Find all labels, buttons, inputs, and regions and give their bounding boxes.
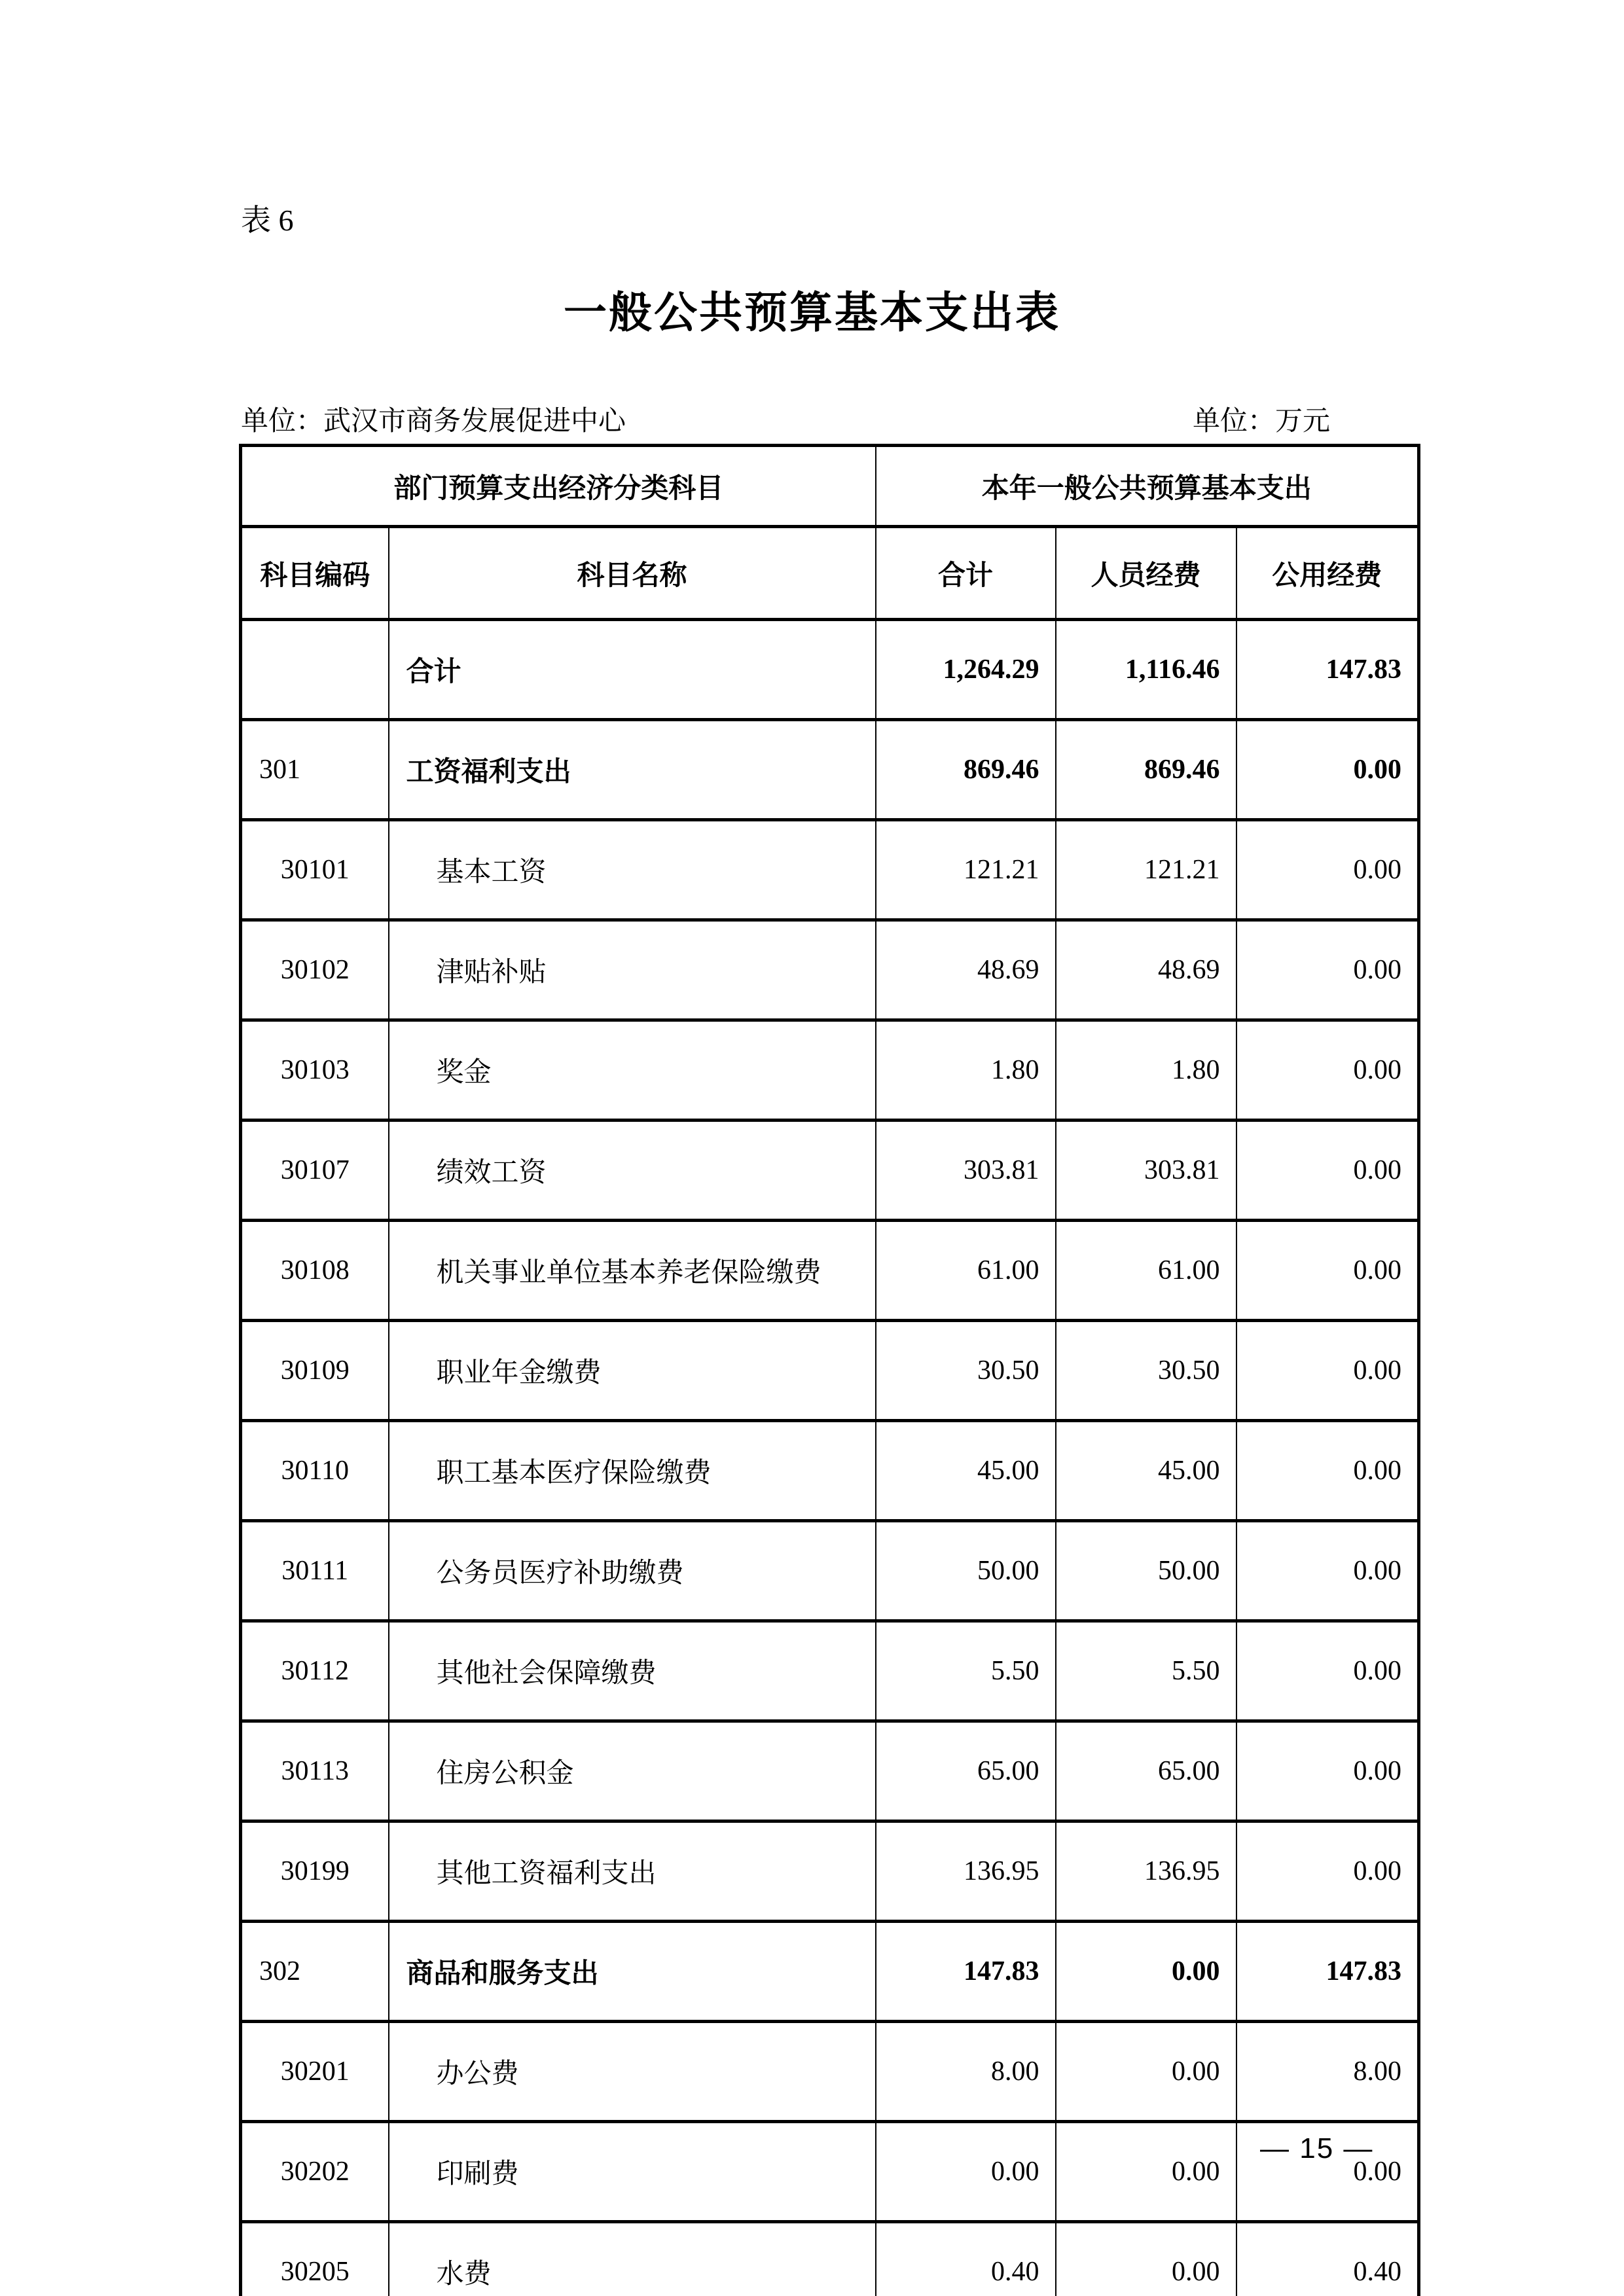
- table-row: [241, 720, 1419, 820]
- cell-subject-name: 职业年金缴费: [389, 1321, 876, 1421]
- cell-subject-name: 其他社会保障缴费: [389, 1621, 876, 1721]
- budget-table-body: [241, 620, 1419, 2296]
- cell-total: 303.81: [876, 1121, 1056, 1221]
- cell-subject-name: 职工基本医疗保险缴费: [389, 1421, 876, 1521]
- cell-public: 0.00: [1236, 2122, 1419, 2222]
- cell-public: 0.00: [1236, 1020, 1419, 1121]
- cell-subject-name: 水费: [389, 2222, 876, 2296]
- cell-subject-name: 合计: [389, 620, 876, 720]
- cell-total: 136.95: [876, 1821, 1056, 1922]
- table-row: [241, 2122, 1419, 2222]
- cell-subject-code: 30201: [241, 2022, 389, 2122]
- table-row: [241, 1521, 1419, 1621]
- cell-subject-name: 其他工资福利支出: [389, 1821, 876, 1922]
- cell-subject-code: 30103: [241, 1020, 389, 1121]
- cell-personnel: 61.00: [1056, 1221, 1236, 1321]
- cell-personnel: 0.00: [1056, 2022, 1236, 2122]
- cell-subject-code: 30113: [241, 1721, 389, 1821]
- header-group-row: [241, 446, 1419, 527]
- cell-subject-name: 绩效工资: [389, 1121, 876, 1221]
- cell-subject-name: 商品和服务支出: [389, 1922, 876, 2022]
- cell-total: 147.83: [876, 1922, 1056, 2022]
- cell-public: 0.00: [1236, 920, 1419, 1020]
- table-row: [241, 1221, 1419, 1321]
- table-row: [241, 1821, 1419, 1922]
- budget-table: [239, 444, 1420, 2296]
- cell-personnel: 1.80: [1056, 1020, 1236, 1121]
- table-number-label: 表 6: [241, 204, 294, 237]
- cell-subject-code: 30108: [241, 1221, 389, 1321]
- cell-total: 30.50: [876, 1321, 1056, 1421]
- cell-personnel: 0.00: [1056, 1922, 1236, 2022]
- cell-total: 8.00: [876, 2022, 1056, 2122]
- cell-subject-code: 30112: [241, 1621, 389, 1721]
- cell-personnel: 1,116.46: [1056, 620, 1236, 720]
- cell-personnel: 30.50: [1056, 1321, 1236, 1421]
- cell-personnel: 869.46: [1056, 720, 1236, 820]
- table-row: [241, 2022, 1419, 2122]
- header-columns-row: [241, 527, 1419, 620]
- cell-public: 0.00: [1236, 1621, 1419, 1721]
- cell-public: 0.00: [1236, 1521, 1419, 1621]
- table-row: [241, 1621, 1419, 1721]
- cell-total: 65.00: [876, 1721, 1056, 1821]
- table-row: [241, 1121, 1419, 1221]
- cell-public: 147.83: [1236, 620, 1419, 720]
- cell-personnel: 136.95: [1056, 1821, 1236, 1922]
- cell-total: 869.46: [876, 720, 1056, 820]
- page-number: — 15 —: [1260, 2132, 1374, 2164]
- cell-public: 0.00: [1236, 1121, 1419, 1221]
- cell-total: 1,264.29: [876, 620, 1056, 720]
- cell-total: 0.00: [876, 2122, 1056, 2222]
- cell-personnel: 48.69: [1056, 920, 1236, 1020]
- table-row: [241, 1020, 1419, 1121]
- cell-subject-code: 30111: [241, 1521, 389, 1621]
- cell-total: 0.40: [876, 2222, 1056, 2296]
- cell-personnel: 65.00: [1056, 1721, 1236, 1821]
- cell-subject-name: 机关事业单位基本养老保险缴费: [389, 1221, 876, 1321]
- cell-subject-name: 办公费: [389, 2022, 876, 2122]
- cell-total: 50.00: [876, 1521, 1056, 1621]
- table-row: [241, 920, 1419, 1020]
- cell-subject-code: 30101: [241, 820, 389, 920]
- cell-subject-code: 30109: [241, 1321, 389, 1421]
- cell-personnel: 0.00: [1056, 2222, 1236, 2296]
- col-header-subject-code: 科目编码: [241, 527, 389, 620]
- cell-personnel: 0.00: [1056, 2122, 1236, 2222]
- cell-subject-code: 30199: [241, 1821, 389, 1922]
- budget-table-header: [241, 446, 1419, 620]
- page-title: 一般公共预算基本支出表: [564, 288, 1060, 336]
- col-header-total: 合计: [876, 527, 1056, 620]
- table-row: [241, 1721, 1419, 1821]
- cell-subject-name: 公务员医疗补助缴费: [389, 1521, 876, 1621]
- cell-total: 61.00: [876, 1221, 1056, 1321]
- cell-subject-code: 301: [241, 720, 389, 820]
- header-group-classification: 部门预算支出经济分类科目: [241, 446, 876, 527]
- table-row: [241, 1922, 1419, 2022]
- cell-subject-name: 津贴补贴: [389, 920, 876, 1020]
- cell-subject-code: 30102: [241, 920, 389, 1020]
- cell-public: 147.83: [1236, 1922, 1419, 2022]
- cell-total: 5.50: [876, 1621, 1056, 1721]
- cell-public: 0.00: [1236, 1321, 1419, 1421]
- header-group-current-year: 本年一般公共预算基本支出: [876, 446, 1419, 527]
- cell-public: 0.00: [1236, 1221, 1419, 1321]
- cell-personnel: 303.81: [1056, 1121, 1236, 1221]
- unit-name-label: 单位：武汉市商务发展促进中心: [241, 406, 626, 437]
- cell-total: 121.21: [876, 820, 1056, 920]
- table-row: [241, 620, 1419, 720]
- cell-total: 48.69: [876, 920, 1056, 1020]
- col-header-subject-name: 科目名称: [389, 527, 876, 620]
- cell-total: 1.80: [876, 1020, 1056, 1121]
- cell-public: 0.00: [1236, 820, 1419, 920]
- cell-public: 8.00: [1236, 2022, 1419, 2122]
- cell-subject-name: 基本工资: [389, 820, 876, 920]
- col-header-personnel: 人员经费: [1056, 527, 1236, 620]
- cell-subject-name: 工资福利支出: [389, 720, 876, 820]
- cell-personnel: 50.00: [1056, 1521, 1236, 1621]
- cell-personnel: 121.21: [1056, 820, 1236, 920]
- unit-currency-label: 单位：万元: [1193, 406, 1331, 437]
- cell-public: 0.00: [1236, 1721, 1419, 1821]
- cell-public: 0.00: [1236, 1821, 1419, 1922]
- cell-personnel: 45.00: [1056, 1421, 1236, 1521]
- cell-total: 45.00: [876, 1421, 1056, 1521]
- cell-personnel: 5.50: [1056, 1621, 1236, 1721]
- table-row: [241, 820, 1419, 920]
- col-header-public: 公用经费: [1236, 527, 1419, 620]
- table-row: [241, 1421, 1419, 1521]
- table-row: [241, 2222, 1419, 2296]
- cell-subject-code: 30110: [241, 1421, 389, 1521]
- cell-subject-name: 奖金: [389, 1020, 876, 1121]
- cell-subject-code: [241, 620, 389, 720]
- cell-subject-code: 30202: [241, 2122, 389, 2222]
- cell-subject-name: 印刷费: [389, 2122, 876, 2222]
- cell-public: 0.00: [1236, 1421, 1419, 1521]
- cell-public: 0.40: [1236, 2222, 1419, 2296]
- cell-subject-code: 30107: [241, 1121, 389, 1221]
- cell-subject-code: 302: [241, 1922, 389, 2022]
- cell-public: 0.00: [1236, 720, 1419, 820]
- cell-subject-name: 住房公积金: [389, 1721, 876, 1821]
- table-row: [241, 1321, 1419, 1421]
- cell-subject-code: 30205: [241, 2222, 389, 2296]
